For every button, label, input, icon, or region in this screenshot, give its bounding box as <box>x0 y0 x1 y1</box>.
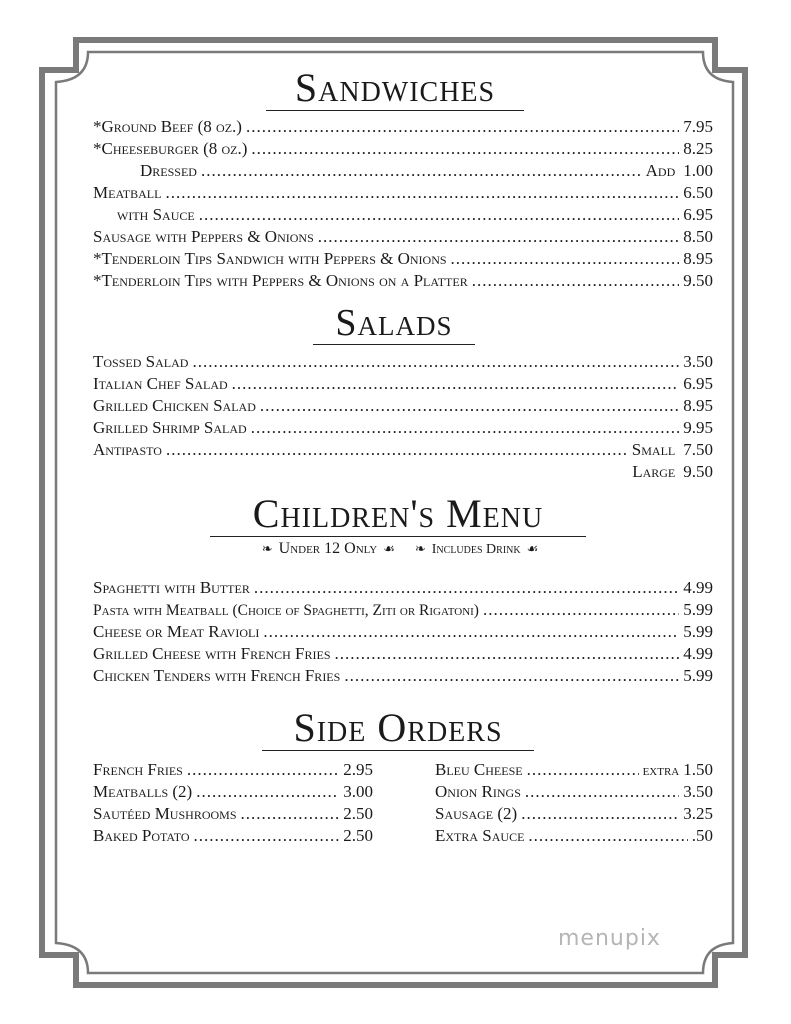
menu-item-continuation <box>500 461 713 483</box>
ornament-icon: ❧ <box>414 541 426 556</box>
item-price: 6.50 <box>683 183 713 202</box>
menu-item <box>93 759 373 781</box>
item-name: Spaghetti with Butter <box>93 578 250 597</box>
sandwiches-heading: Sandwiches <box>266 68 524 111</box>
item-name: Dressed <box>140 161 197 180</box>
item-price: 5.99 <box>683 600 713 619</box>
menu-item <box>435 803 713 825</box>
item-price: 8.95 <box>683 396 713 415</box>
item-price: 4.99 <box>683 644 713 663</box>
item-price: 2.50 <box>343 826 373 845</box>
item-name: *Tenderloin Tips with Peppers & Onions on a Platter <box>93 271 468 290</box>
item-name: Extra Sauce <box>435 826 525 845</box>
item-price: 3.25 <box>683 804 713 823</box>
ornament-icon: ❧ <box>261 541 273 556</box>
item-name: Grilled Chicken Salad <box>93 396 256 415</box>
item-name: Meatballs (2) <box>93 782 193 801</box>
age-note: Under 12 Only <box>278 540 378 557</box>
item-price: 5.99 <box>683 622 713 641</box>
item-price: 8.95 <box>683 249 713 268</box>
menu-item <box>93 643 713 665</box>
menu-item <box>140 160 713 182</box>
item-name: *Ground Beef (8 oz.) <box>93 117 242 136</box>
item-price: 2.50 <box>343 804 373 823</box>
menu-item <box>93 270 713 292</box>
item-price: 3.00 <box>343 782 373 801</box>
item-name: Antipasto <box>93 440 162 459</box>
menu-item <box>93 665 713 687</box>
item-name: with Sauce <box>117 205 195 224</box>
item-name: *Tenderloin Tips Sandwich with Peppers & Onions <box>93 249 447 268</box>
item-name: Tossed Salad <box>93 352 189 371</box>
item-name: Baked Potato <box>93 826 190 845</box>
drink-note: Includes Drink <box>431 542 521 557</box>
item-price: 9.50 <box>683 462 713 481</box>
item-name: Meatball <box>93 183 162 202</box>
menu-item <box>117 204 713 226</box>
item-name: Grilled Cheese with French Fries <box>93 644 331 663</box>
item-name: *Cheeseburger (8 oz.) <box>93 139 248 158</box>
ornament-icon: ☙ <box>526 541 539 556</box>
item-price: 1.50 <box>683 760 713 779</box>
menu-item <box>93 373 713 395</box>
ornament-icon: ☙ <box>383 541 395 556</box>
item-name: Cheese or Meat Ravioli <box>93 622 260 641</box>
menu-item <box>93 439 713 461</box>
menu-item <box>93 599 713 621</box>
item-price: 1.00 <box>683 161 713 180</box>
item-name: Chicken Tenders with French Fries <box>93 666 341 685</box>
menu-item <box>93 417 713 439</box>
item-price: .50 <box>691 826 713 845</box>
menu-item <box>93 621 713 643</box>
item-price: 8.50 <box>683 227 713 246</box>
item-price: 7.95 <box>683 117 713 136</box>
item-price: 6.95 <box>683 205 713 224</box>
item-name: Onion Rings <box>435 782 521 801</box>
menu-item <box>435 781 713 803</box>
item-price-qualifier: Large <box>632 462 676 481</box>
menu-item <box>93 825 373 847</box>
childrens-menu-heading: Children's Menu <box>210 494 586 537</box>
menu-item <box>93 577 713 599</box>
watermark: menupix <box>558 926 661 951</box>
item-name: Bleu Cheese <box>435 760 523 779</box>
item-price: 8.25 <box>683 139 713 158</box>
menu-item <box>93 116 713 138</box>
item-name: Pasta with Meatball (Choice of Spaghetti, Ziti or Rigatoni) <box>93 602 479 619</box>
salads-heading: Salads <box>313 304 475 345</box>
item-price: 7.50 <box>683 440 713 459</box>
item-name: Italian Chef Salad <box>93 374 228 393</box>
menu-item <box>93 182 713 204</box>
item-price: 5.99 <box>683 666 713 685</box>
item-price-qualifier: extra <box>642 763 680 779</box>
menu-item <box>93 226 713 248</box>
side-orders-heading: Side Orders <box>262 708 534 751</box>
menu-item <box>435 825 713 847</box>
item-name: French Fries <box>93 760 183 779</box>
item-price: 6.95 <box>683 374 713 393</box>
childrens-menu-notes <box>200 540 600 558</box>
item-price-qualifier: Small <box>631 440 676 459</box>
menu-item <box>93 781 373 803</box>
menu-item <box>93 395 713 417</box>
menu-item <box>93 803 373 825</box>
menu-item <box>93 248 713 270</box>
item-price: 9.50 <box>683 271 713 290</box>
menu-item <box>435 759 713 781</box>
item-name: Sausage (2) <box>435 804 518 823</box>
item-name: Sausage with Peppers & Onions <box>93 227 314 246</box>
item-price-qualifier: Add <box>645 161 676 180</box>
item-name: Sautéed Mushrooms <box>93 804 237 823</box>
item-price: 3.50 <box>683 782 713 801</box>
item-price: 2.95 <box>343 760 373 779</box>
item-name: Grilled Shrimp Salad <box>93 418 247 437</box>
menu-item <box>93 138 713 160</box>
item-price: 9.95 <box>683 418 713 437</box>
menu-item <box>93 351 713 373</box>
item-price: 3.50 <box>683 352 713 371</box>
item-price: 4.99 <box>683 578 713 597</box>
